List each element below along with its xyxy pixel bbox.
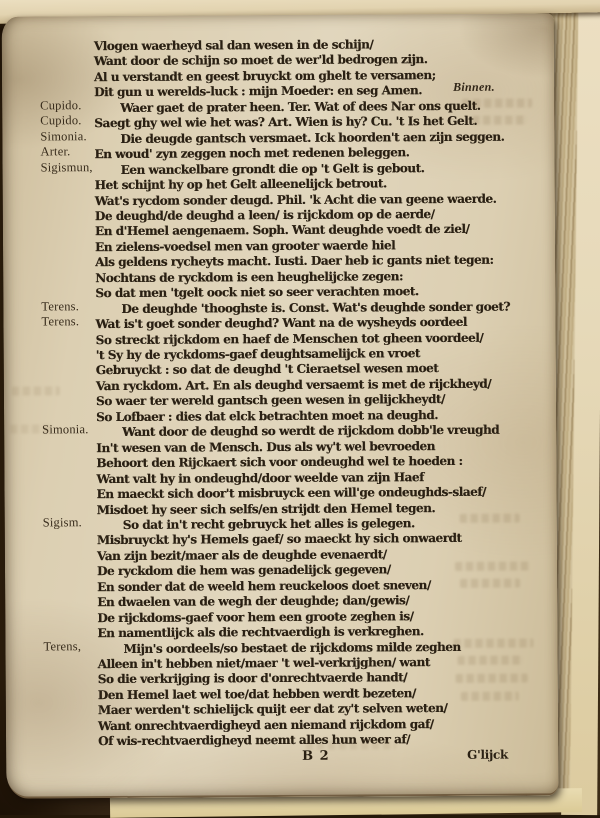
signature-mark: B 2 — [302, 748, 330, 764]
catchword: G'lijck — [467, 747, 509, 762]
verse-text: So dat in't recht gebruyck het alles is gelegen. — [122, 516, 415, 532]
verse-text: De rijckdoms-gaef voor hem een groote zeghen is/ — [97, 608, 414, 625]
verse-text: So Lofbaer : dies dat elck betrachten moet na deughd. — [96, 407, 438, 424]
verse-text: Die deugde gantsch versmaet. Ick hoorden't aen zijn seggen. — [120, 129, 505, 146]
verse-text: So die verkrijging is door d'onrechtvaerde handt/ — [97, 670, 408, 687]
footer-row — [98, 747, 550, 768]
verse-text: Want valt hy in ondeughd/door weelde van zijn Haef — [96, 469, 424, 486]
verse-text: Den Hemel laet wel toe/dat hebben werdt bezeten/ — [97, 686, 416, 703]
verse-line — [98, 728, 550, 747]
verse-text: So waer ter wereld gantsch geen wesen in gelijckheydt/ — [95, 392, 445, 409]
speaker-label: Simonia. — [42, 422, 89, 437]
speaker-label: Terens, — [43, 638, 82, 653]
verse-text: Mijn's oordeels/so bestaet de rijckdoms milde zeghen — [123, 639, 461, 656]
text-block — [40, 32, 551, 775]
verse-text: Want onrechtvaerdigheyd aen niemand rijckdom gaf/ — [97, 716, 434, 733]
verse-text: Behoort den Rijckaert sich voor ondeughd wel te hoeden : — [96, 454, 463, 471]
verse-text: Van ryckdom. Art. En als deughd versaemt is met de rijckheyd/ — [95, 376, 492, 394]
verse-text: Alleen in't hebben niet/maer 't wel-verkrijghen/ want — [97, 655, 430, 672]
verse-text: En woud' zyn zeggen noch met redenen beleggen. — [94, 145, 410, 162]
verse-text: Wat is't goet sonder deughd? Want na de wysheyds oordeel — [95, 314, 468, 332]
verse-text: 't Sy hy de ryckdoms-gaef deughtsamelijck en vroet — [95, 346, 420, 363]
verse-text: De ryckdom die hem was genadelijck gegeven/ — [96, 562, 391, 579]
verse-text: De deughde 'thooghste is. Const. Wat's deughde sonder goet? — [121, 299, 511, 316]
verse-text: En dwaelen van de wegh der deughde; dan/gewis/ — [97, 593, 410, 610]
speaker-label: Cupido. — [40, 113, 82, 128]
speaker-label: Arter. — [40, 144, 71, 159]
book-page — [2, 13, 559, 798]
verse-text: De deughd/de deughd a leen/ is rijckdom op de aerde/ — [94, 206, 435, 224]
verse-text: Vlogen waerheyd sal dan wesen in de schijn/ — [93, 37, 374, 54]
verse-text: Misdoet hy seer sich selfs/en strijdt den Hemel tegen. — [96, 500, 436, 517]
verse-text: En maeckt sich door't misbruyck een will'ge ondeughds-slaef/ — [96, 484, 486, 502]
verse-text: Wat's rycdom sonder deugd. Phil. 'k Acht die van geene waerde. — [94, 191, 497, 208]
verse-text: Waer gaet de prater heen. Ter. Wat of dees Nar ons quelt. — [120, 98, 481, 115]
verse-text: Of wis-rechtvaerdigheyd neemt alles hun weer af/ — [98, 732, 411, 749]
verse-text: Als geldens rycheyts macht. Iusti. Daer heb ic gants niet tegen: — [95, 252, 494, 270]
verse-text: En zielens-voedsel men van grooter waerde hiel — [94, 238, 396, 254]
verse-text: Al u verstandt en geest bruyckt om ghelt te versamen; — [93, 67, 436, 85]
stage-direction: Binnen. — [453, 80, 495, 95]
verse-text: En namentlijck als die rechtvaerdigh is verkreghen. — [97, 624, 424, 641]
speaker-label: Sigism. — [42, 515, 83, 530]
verse-text: Dit gun u werelds-luck : mijn Moeder: en seg Amen. — [94, 83, 422, 100]
verse-text: En d'Hemel aengenaem. Soph. Want deughde voedt de ziel/ — [94, 222, 470, 239]
speaker-label: Sigismun, — [40, 159, 93, 175]
verse-text: Gebruyckt : so dat de deughd 't Cieraetsel wesen moet — [95, 361, 439, 378]
speaker-label: Terens. — [41, 298, 80, 314]
verse-text: Nochtans de ryckdom is een heughelijcke zegen: — [95, 268, 403, 285]
verse-text: En sonder dat de weeld hem reuckeloos doet sneven/ — [97, 577, 431, 594]
show-through-marks — [12, 386, 60, 395]
verse-text: Het schijnt hy op het Gelt alleenelijck betrout. — [94, 176, 387, 193]
verse-text: Want door de schijn so moet de wer'ld bedrogen zijn. — [93, 52, 428, 69]
verse-text: So streckt rijckdom en haef de Menschen tot gheen voordeel/ — [95, 330, 484, 347]
verse-text: Saegt ghy wel wie het was? Art. Wien is hy? Cu. 't Is het Gelt. — [94, 114, 478, 131]
verse-text: So dat men 'tgelt oock niet so seer verachten moet. — [95, 284, 419, 301]
speaker-label: Simonia. — [40, 128, 87, 144]
verse-text: Misbruyckt hy's Hemels gaef/ so maeckt hy sich onwaerdt — [96, 531, 462, 548]
verse-text: Maer werden't schielijck quijt eer dat zy't selven weten/ — [97, 701, 448, 718]
speaker-label: Terens. — [41, 314, 80, 329]
speaker-label: Cupido. — [40, 98, 82, 113]
verse-text: In't wesen van de Mensch. Dus als wy't wel bevroeden — [96, 438, 435, 455]
verse-text: Van zijn bezit/maer als de deughde evenaerdt/ — [96, 547, 387, 563]
verse-text: Want door de deughd so werdt de rijckdom dobb'le vreughd — [122, 422, 500, 440]
verse-text: Een wanckelbare grondt die op 't Gelt is gebout. — [120, 160, 425, 177]
